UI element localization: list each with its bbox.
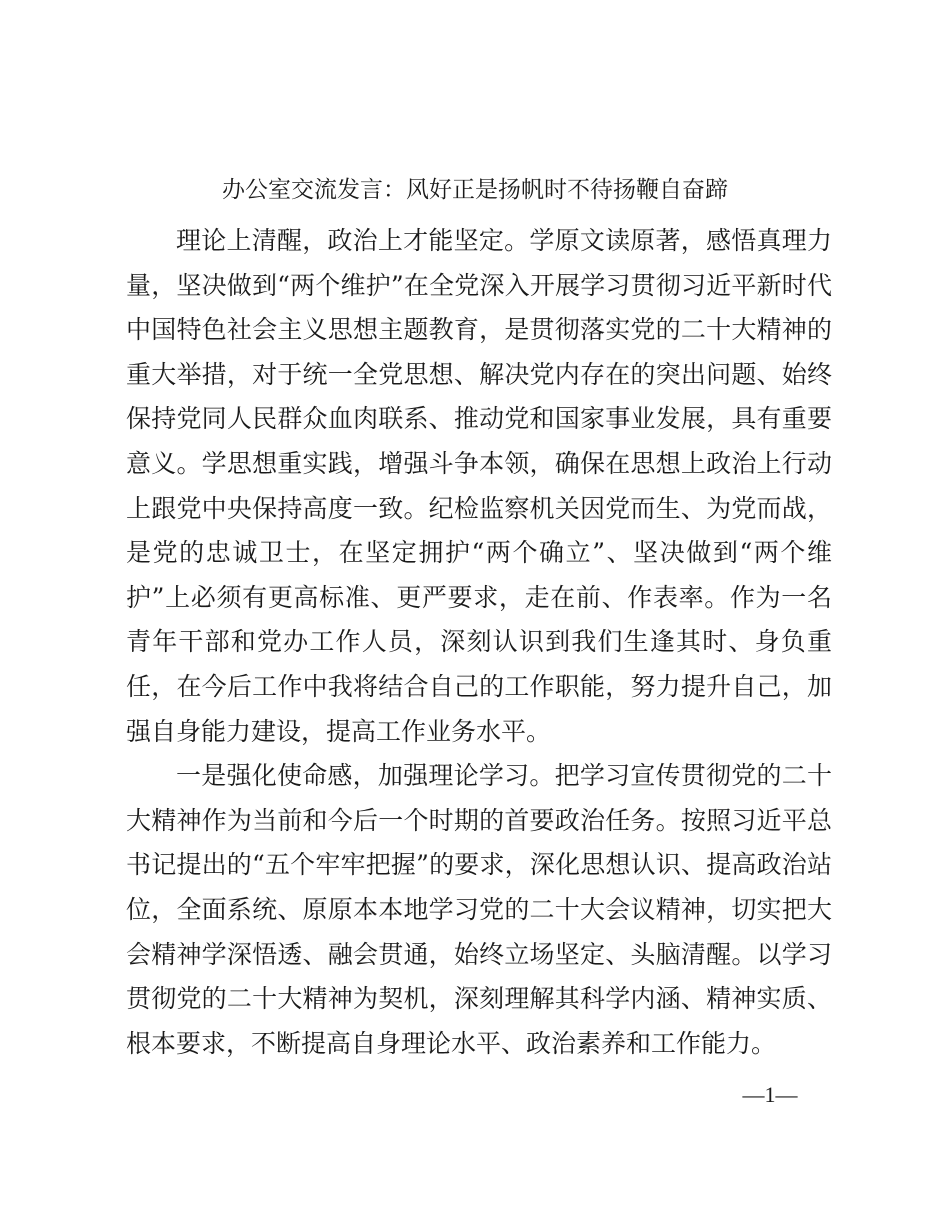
paragraph-1: 理论上清醒，政治上才能坚定。学原文读原著，感悟真理力量，坚决做到“两个维护”在全党深入开展学习贯彻习近平新时代中国特色社会主义思想主题教育，是贯彻落实党的二十大精神的重大举措，对于统一全党思想、解决党内存在的突出问题、始终保持党同人民群众血肉联系、推动党和国家事业发展，具有重要意义。学思想重实践，增强斗争本领，确保在思想上政治上行动上跟党中央保持高度一致。纪检监察机关因党而生、为党而战，是党的忠诚卫士，在坚定拥护“两个确立”、坚决做到“两个维护”上必须有更高标准、更严要求，走在前、作表率。作为一名青年干部和党办工作人员，深刻认识到我们生逢其时、身负重任，在今后工作中我将结合自己的工作职能，努力提升自己，加强自身能力建设，提高工作业务水平。 bbox=[126, 226, 832, 746]
page-number: —1— bbox=[742, 1082, 798, 1107]
document-title: 办公室交流发言：风好正是扬帆时不待扬鞭自奋蹄 bbox=[222, 177, 728, 203]
paragraph-2: 一是强化使命感，加强理论学习。把学习宣传贯彻党的二十大精神作为当前和今后一个时期的首要政治任务。按照习近平总书记提出的“五个牢牢把握”的要求，深化思想认识、提高政治站位，全面系统、原原本本地学习党的二十大会议精神，切实把大会精神学深悟透、融会贯通，始终立场坚定、头脑清醒。以学习贯彻党的二十大精神为契机，深刻理解其科学内涵、精神实质、根本要求，不断提高自身理论水平、政治素养和工作能力。 bbox=[126, 761, 832, 1058]
document-body bbox=[126, 219, 832, 1066]
